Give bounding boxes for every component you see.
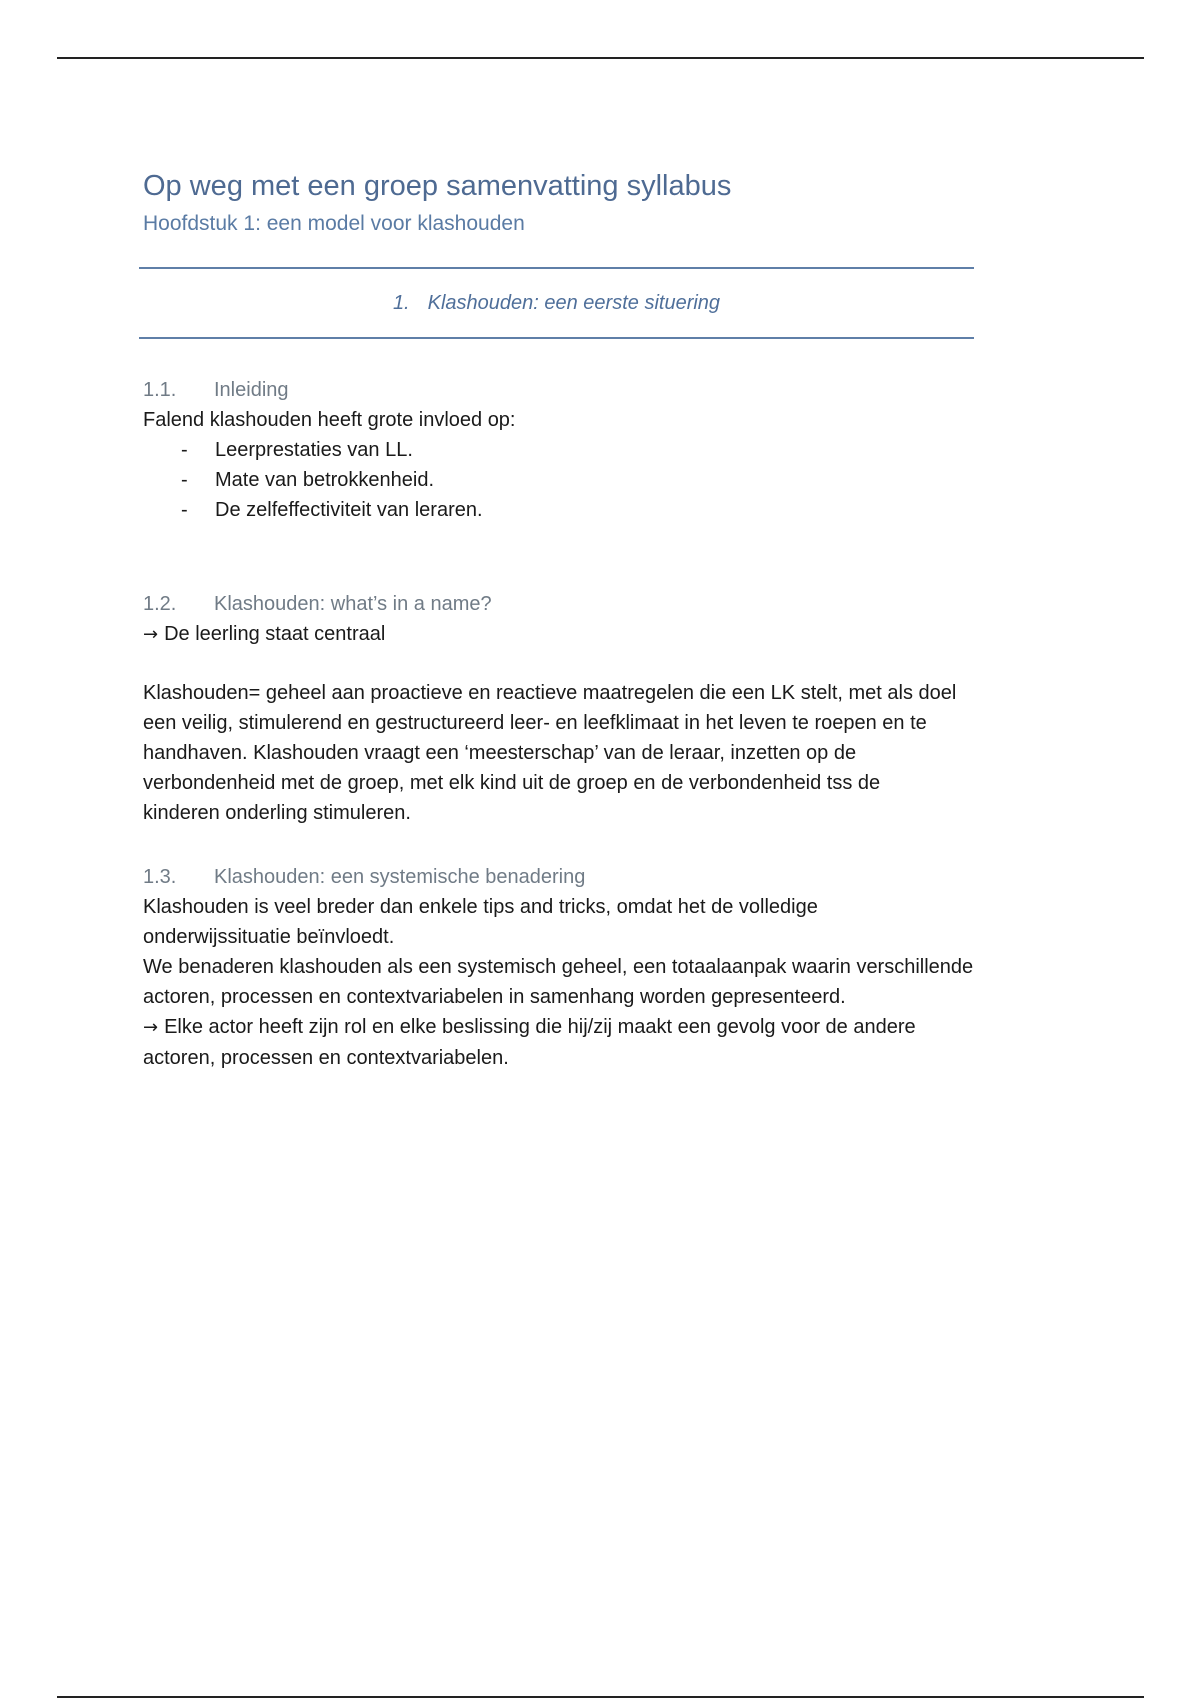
dash-bullet: - [181,439,188,461]
arrow-line-text: Elke actor heeft zijn rol en elke beslissing die hij/zij maakt een gevolg voor de andere [164,1016,916,1038]
document-subtitle: Hoofdstuk 1: een model voor klashouden [143,212,525,235]
arrow-line-text: De leerling staat centraal [164,623,386,645]
section-title: Klashouden: een systemische benadering [214,866,586,888]
paragraph-line: actoren, processen en contextvariabelen in samenhang worden gepresenteerd. [143,986,846,1008]
section-title: Klashouden: what’s in a name? [214,593,492,615]
list-item [143,465,1063,495]
section-title: Inleiding [214,379,289,401]
list-item-text: De zelfeffectiviteit van leraren. [215,499,483,521]
paragraph-line: onderwijssituatie beïnvloedt. [143,926,395,948]
section-number: 1.2. [143,593,177,615]
chapter-heading [139,289,974,317]
document-body [143,164,1063,1073]
section-heading [143,375,1063,405]
section-systemische-benadering [143,862,1063,1073]
chapter-title: Klashouden: een eerste situering [427,292,721,314]
paragraph-line: handhaven. Klashouden vraagt een ‘meesterschap’ van de leraar, inzetten op de [143,742,857,764]
dash-bullet: - [181,499,188,521]
list-item [143,495,1063,525]
chapter-heading-box [139,267,974,339]
paragraph-line: verbondenheid met de groep, met elk kind uit de groep en de verbondenheid tss de [143,772,881,794]
paragraph-line: kinderen onderling stimuleren. [143,802,411,824]
arrow-right-icon: → [143,1017,159,1038]
section-heading [143,862,1063,892]
paragraph-line: Klashouden= geheel aan proactieve en reactieve maatregelen die een LK stelt, met als doel [143,682,957,704]
page-bottom-rule [57,1696,1144,1698]
paragraph: Falend klashouden heeft grote invloed op: [143,409,516,431]
section-number: 1.3. [143,866,177,888]
paragraph-line: een veilig, stimulerend en gestructureerd leer- en leefklimaat in het leven te roepen en te [143,712,927,734]
list-item [143,435,1063,465]
bullet-list [143,435,1063,525]
section-inleiding [143,375,1063,525]
list-item-text: Leerprestaties van LL. [215,439,413,461]
document-title: Op weg met een groep samenvatting syllabus [143,170,732,202]
section-number: 1.1. [143,379,177,401]
list-item-text: Mate van betrokkenheid. [215,469,435,491]
section-whats-in-a-name [143,589,1063,828]
arrow-line [143,1012,1063,1043]
paragraph-line: Klashouden is veel breder dan enkele tips and tricks, omdat het de volledige [143,896,818,918]
section-heading [143,589,1063,619]
paragraph-line: We benaderen klashouden als een systemisch geheel, een totaalaanpak waarin verschillende [143,956,974,978]
arrow-line [143,619,1063,650]
dash-bullet: - [181,469,188,491]
page-top-rule [57,57,1144,59]
paragraph-line: actoren, processen en contextvariabelen. [143,1047,509,1069]
chapter-number: 1. [392,292,410,314]
arrow-right-icon: → [143,624,159,645]
